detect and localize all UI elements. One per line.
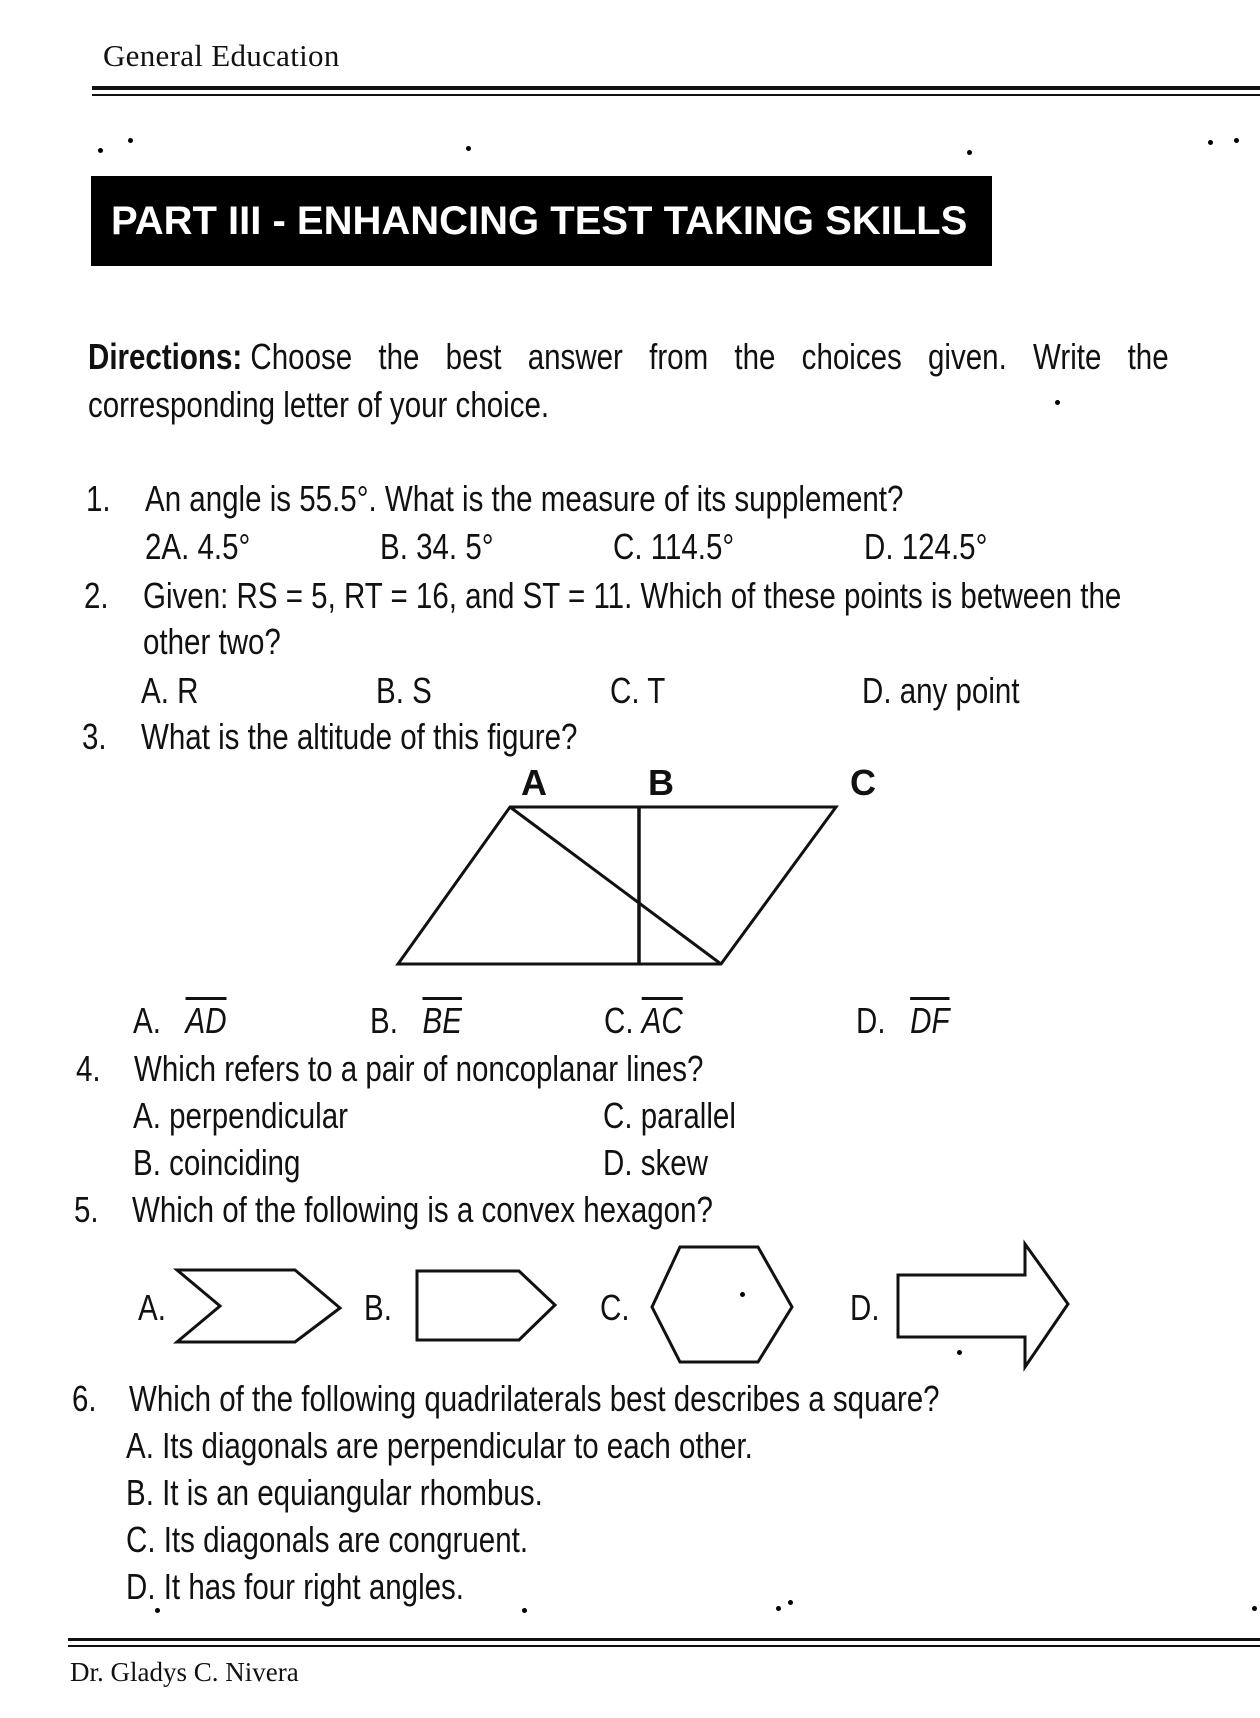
shape-a-chevron [177,1270,340,1342]
figure-label-a: A [521,762,547,803]
figure-label-b: B [648,762,674,803]
question-4-option-d: D. skew [603,1142,708,1183]
scan-speck [1208,140,1213,145]
question-4-number: 4. [76,1048,101,1089]
question-2-option-d: D. any point [862,670,1020,711]
scan-speck [1252,1606,1257,1611]
shape-b-pentagon [417,1271,555,1340]
question-5-number: 5. [74,1189,99,1230]
question-4-option-c: C. parallel [603,1095,736,1136]
question-3-option-b-letter: B. [370,1000,398,1041]
question-1-option-c: C. 114.5° [613,526,735,567]
scan-speck [957,1350,962,1355]
segment-df: $\overline{DF}$ [910,1000,950,1041]
page-footer-author: Dr. Gladys C. Nivera [70,1657,299,1687]
question-6-number: 6. [72,1378,97,1419]
scan-speck [967,150,972,155]
page-header: General Education [103,38,340,73]
question-1-option-a: 2A. 4.5° [145,526,251,567]
question-5-option-c: C. [600,1287,630,1328]
question-6-text: Which of the following quadrilaterals best describes a square? [129,1378,940,1419]
directions-line-2: corresponding letter of your choice. [88,384,550,425]
question-1-text: An angle is 55.5°. What is the measure of its supplement? [145,478,904,519]
question-4-option-a: A. perpendicular [133,1095,348,1136]
figure-label-c: C [850,762,876,803]
scan-speck [128,138,133,143]
question-4-text: Which refers to a pair of noncoplanar lines? [134,1048,704,1089]
question-5-option-a: A. [138,1287,166,1328]
question-1-option-d: D. 124.5° [864,526,988,567]
section-title: PART III - ENHANCING TEST TAKING SKILLS [111,198,968,243]
directions-text-1: Choose the best answer from the choices given. Write the [250,336,1169,377]
question-3-option-c-letter: C. [604,1000,634,1041]
scan-speck [776,1606,781,1611]
question-2-text-1: Given: RS = 5, RT = 16, and ST = 11. Which of these points is between the [143,575,1122,616]
question-2-option-a: A. R [141,670,199,711]
question-5-option-d: D. [850,1287,880,1328]
scan-speck [788,1600,793,1605]
segment-ac: $\overline{AC}$ [641,1000,683,1041]
scan-speck [1234,138,1239,143]
question-6-option-b: B. It is an equiangular rhombus. [126,1472,543,1513]
segment-ad: $\overline{AD}$ [185,1000,227,1041]
question-6-option-c: C. Its diagonals are congruent. [126,1519,529,1560]
question-3-option-d-letter: D. [856,1000,886,1041]
shape-d-arrow [898,1244,1068,1367]
question-2-number: 2. [84,575,109,616]
question-3-number: 3. [82,716,107,757]
question-6-option-d: D. It has four right angles. [126,1566,465,1607]
scan-speck [740,1292,745,1297]
question-6-option-a: A. Its diagonals are perpendicular to each other. [126,1425,753,1466]
question-3-text: What is the altitude of this figure? [141,716,578,757]
footer-rule [68,1638,1260,1641]
question-5-text: Which of the following is a convex hexagon? [132,1189,713,1230]
scan-speck [522,1608,527,1613]
scan-speck [466,146,471,151]
question-3-option-a-letter: A. [133,1000,161,1041]
scan-speck [98,148,103,153]
segment-be: $\overline{BE}$ [422,1000,462,1041]
scan-speck [1055,400,1060,405]
question-1-number: 1. [86,478,111,519]
question-1-option-b: B. 34. 5° [380,526,494,567]
scan-speck [155,1608,160,1613]
question-2-option-c: C. T [610,670,666,711]
question-4-option-b: B. coinciding [133,1142,301,1183]
shape-c-hexagon [652,1247,792,1362]
footer-rule-thin [68,1645,1260,1647]
question-2-option-b: B. S [376,670,432,711]
question-2-text-2: other two? [143,621,281,662]
directions-label: Directions: [88,336,243,377]
question-5-option-b: B. [364,1287,392,1328]
